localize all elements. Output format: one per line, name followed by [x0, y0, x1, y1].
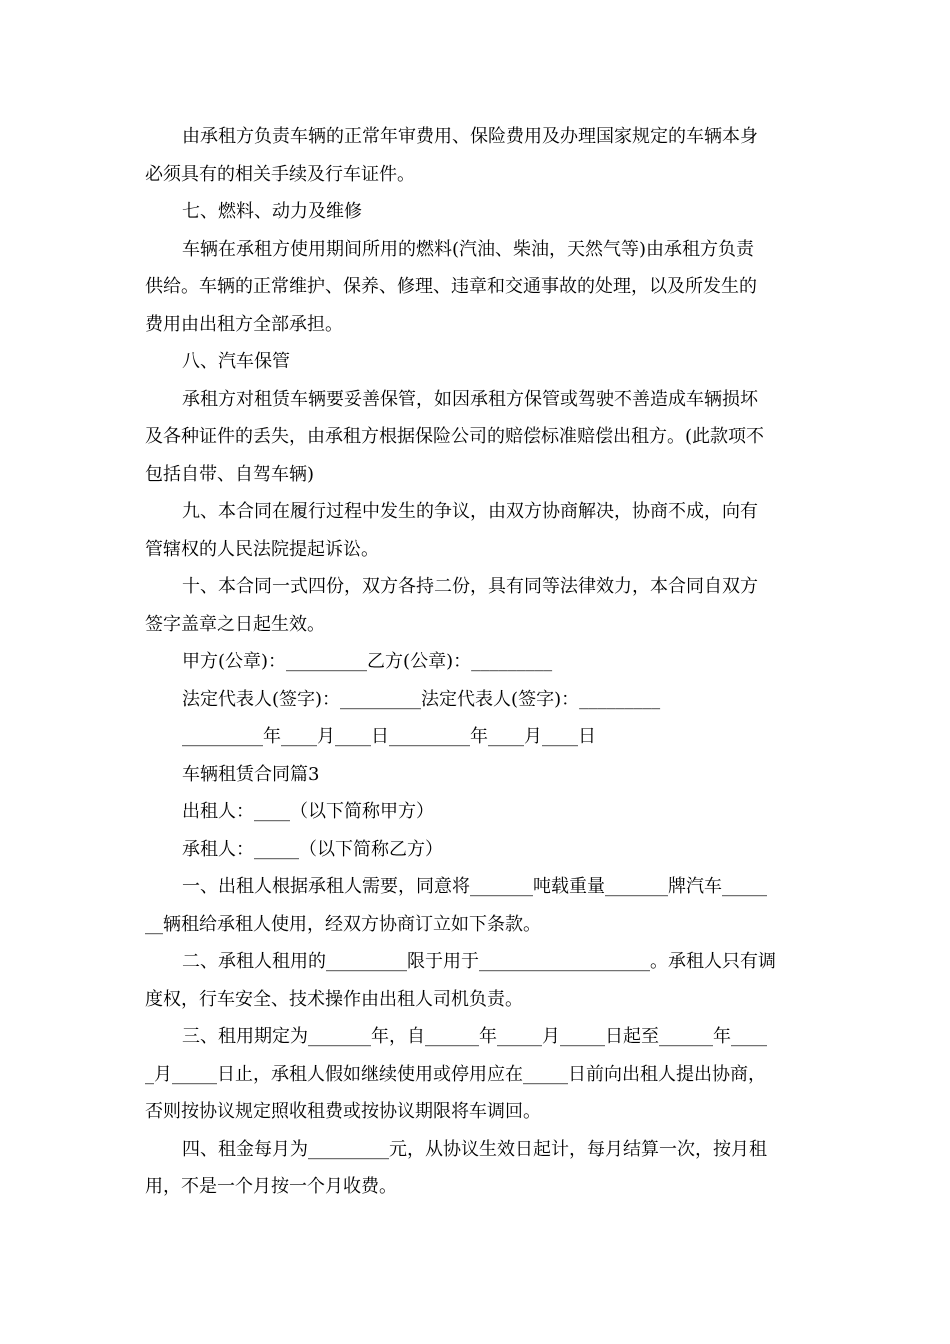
- paragraph-line: 及各种证件的丢失，由承租方根据保险公司的赔偿标准赔偿出租方。(此款项不: [145, 426, 765, 447]
- paragraph-line: 车辆在承租方使用期间所用的燃料(汽油、柴油，天然气等)由承租方负责: [182, 238, 755, 260]
- paragraph-line: 签字盖章之日起生效。: [145, 613, 325, 635]
- paragraph-line: 包括自带、自驾车辆): [145, 463, 315, 485]
- paragraph-line: __辆租给承租人使用，经双方协商订立如下条款。: [145, 913, 541, 935]
- contract-text: [145, 118, 810, 1206]
- paragraph-line: 二、承租人租用的_________限于用于___________________。承租人只有调: [182, 951, 776, 972]
- paragraph-line: 八、汽车保管: [182, 351, 290, 372]
- paragraph-line: 一、出租人根据承租人需要，同意将_______吨载重量_______牌汽车_____: [182, 876, 767, 897]
- paragraph-line: 车辆租赁合同篇3: [182, 763, 320, 785]
- paragraph-line: 必须具有的相关手续及行车证件。: [145, 163, 415, 185]
- paragraph-line: 七、燃料、动力及维修: [182, 201, 362, 222]
- paragraph-line: _________年____月____日_________年____月____日: [182, 726, 596, 747]
- paragraph-line: 法定代表人(签字)：_________法定代表人(签字)：_________: [182, 688, 661, 710]
- paragraph-line: 承租人：_____（以下简称乙方）: [182, 838, 443, 860]
- paragraph-line: 供给。车辆的正常维护、保养、修理、违章和交通事故的处理，以及所发生的: [145, 276, 757, 297]
- paragraph-line: 甲方(公章)：_________乙方(公章)：_________: [182, 651, 553, 672]
- paragraph-line: 费用由出租方全部承担。: [145, 313, 343, 335]
- paragraph-line: 由承租方负责车辆的正常年审费用、保险费用及办理国家规定的车辆本身: [182, 126, 758, 147]
- paragraph-line: _月_____日止，承租人假如继续使用或停用应在_____日前向出租人提出协商，: [145, 1063, 766, 1085]
- paragraph-line: 九、本合同在履行过程中发生的争议，由双方协商解决，协商不成，向有: [182, 501, 758, 522]
- paragraph-line: 用，不是一个月按一个月收费。: [145, 1176, 397, 1197]
- paragraph-line: 管辖权的人民法院提起诉讼。: [145, 538, 379, 560]
- paragraph-line: 出租人：____（以下简称甲方）: [182, 801, 434, 822]
- paragraph-line: 承租方对租赁车辆要妥善保管，如因承租方保管或驾驶不善造成车辆损坏: [182, 388, 758, 410]
- paragraph-line: 三、租用期定为_______年，自______年_____月_____日起至______年____: [182, 1026, 767, 1047]
- paragraph-line: 四、租金每月为_________元，从协议生效日起计，每月结算一次，按月租: [182, 1138, 767, 1160]
- paragraph-line: 十、本合同一式四份，双方各持二份，具有同等法律效力，本合同自双方: [182, 576, 758, 597]
- paragraph-line: 度权，行车安全、技术操作由出租人司机负责。: [145, 988, 523, 1010]
- paragraph-line: 否则按协议规定照收租费或按协议期限将车调回。: [145, 1101, 541, 1122]
